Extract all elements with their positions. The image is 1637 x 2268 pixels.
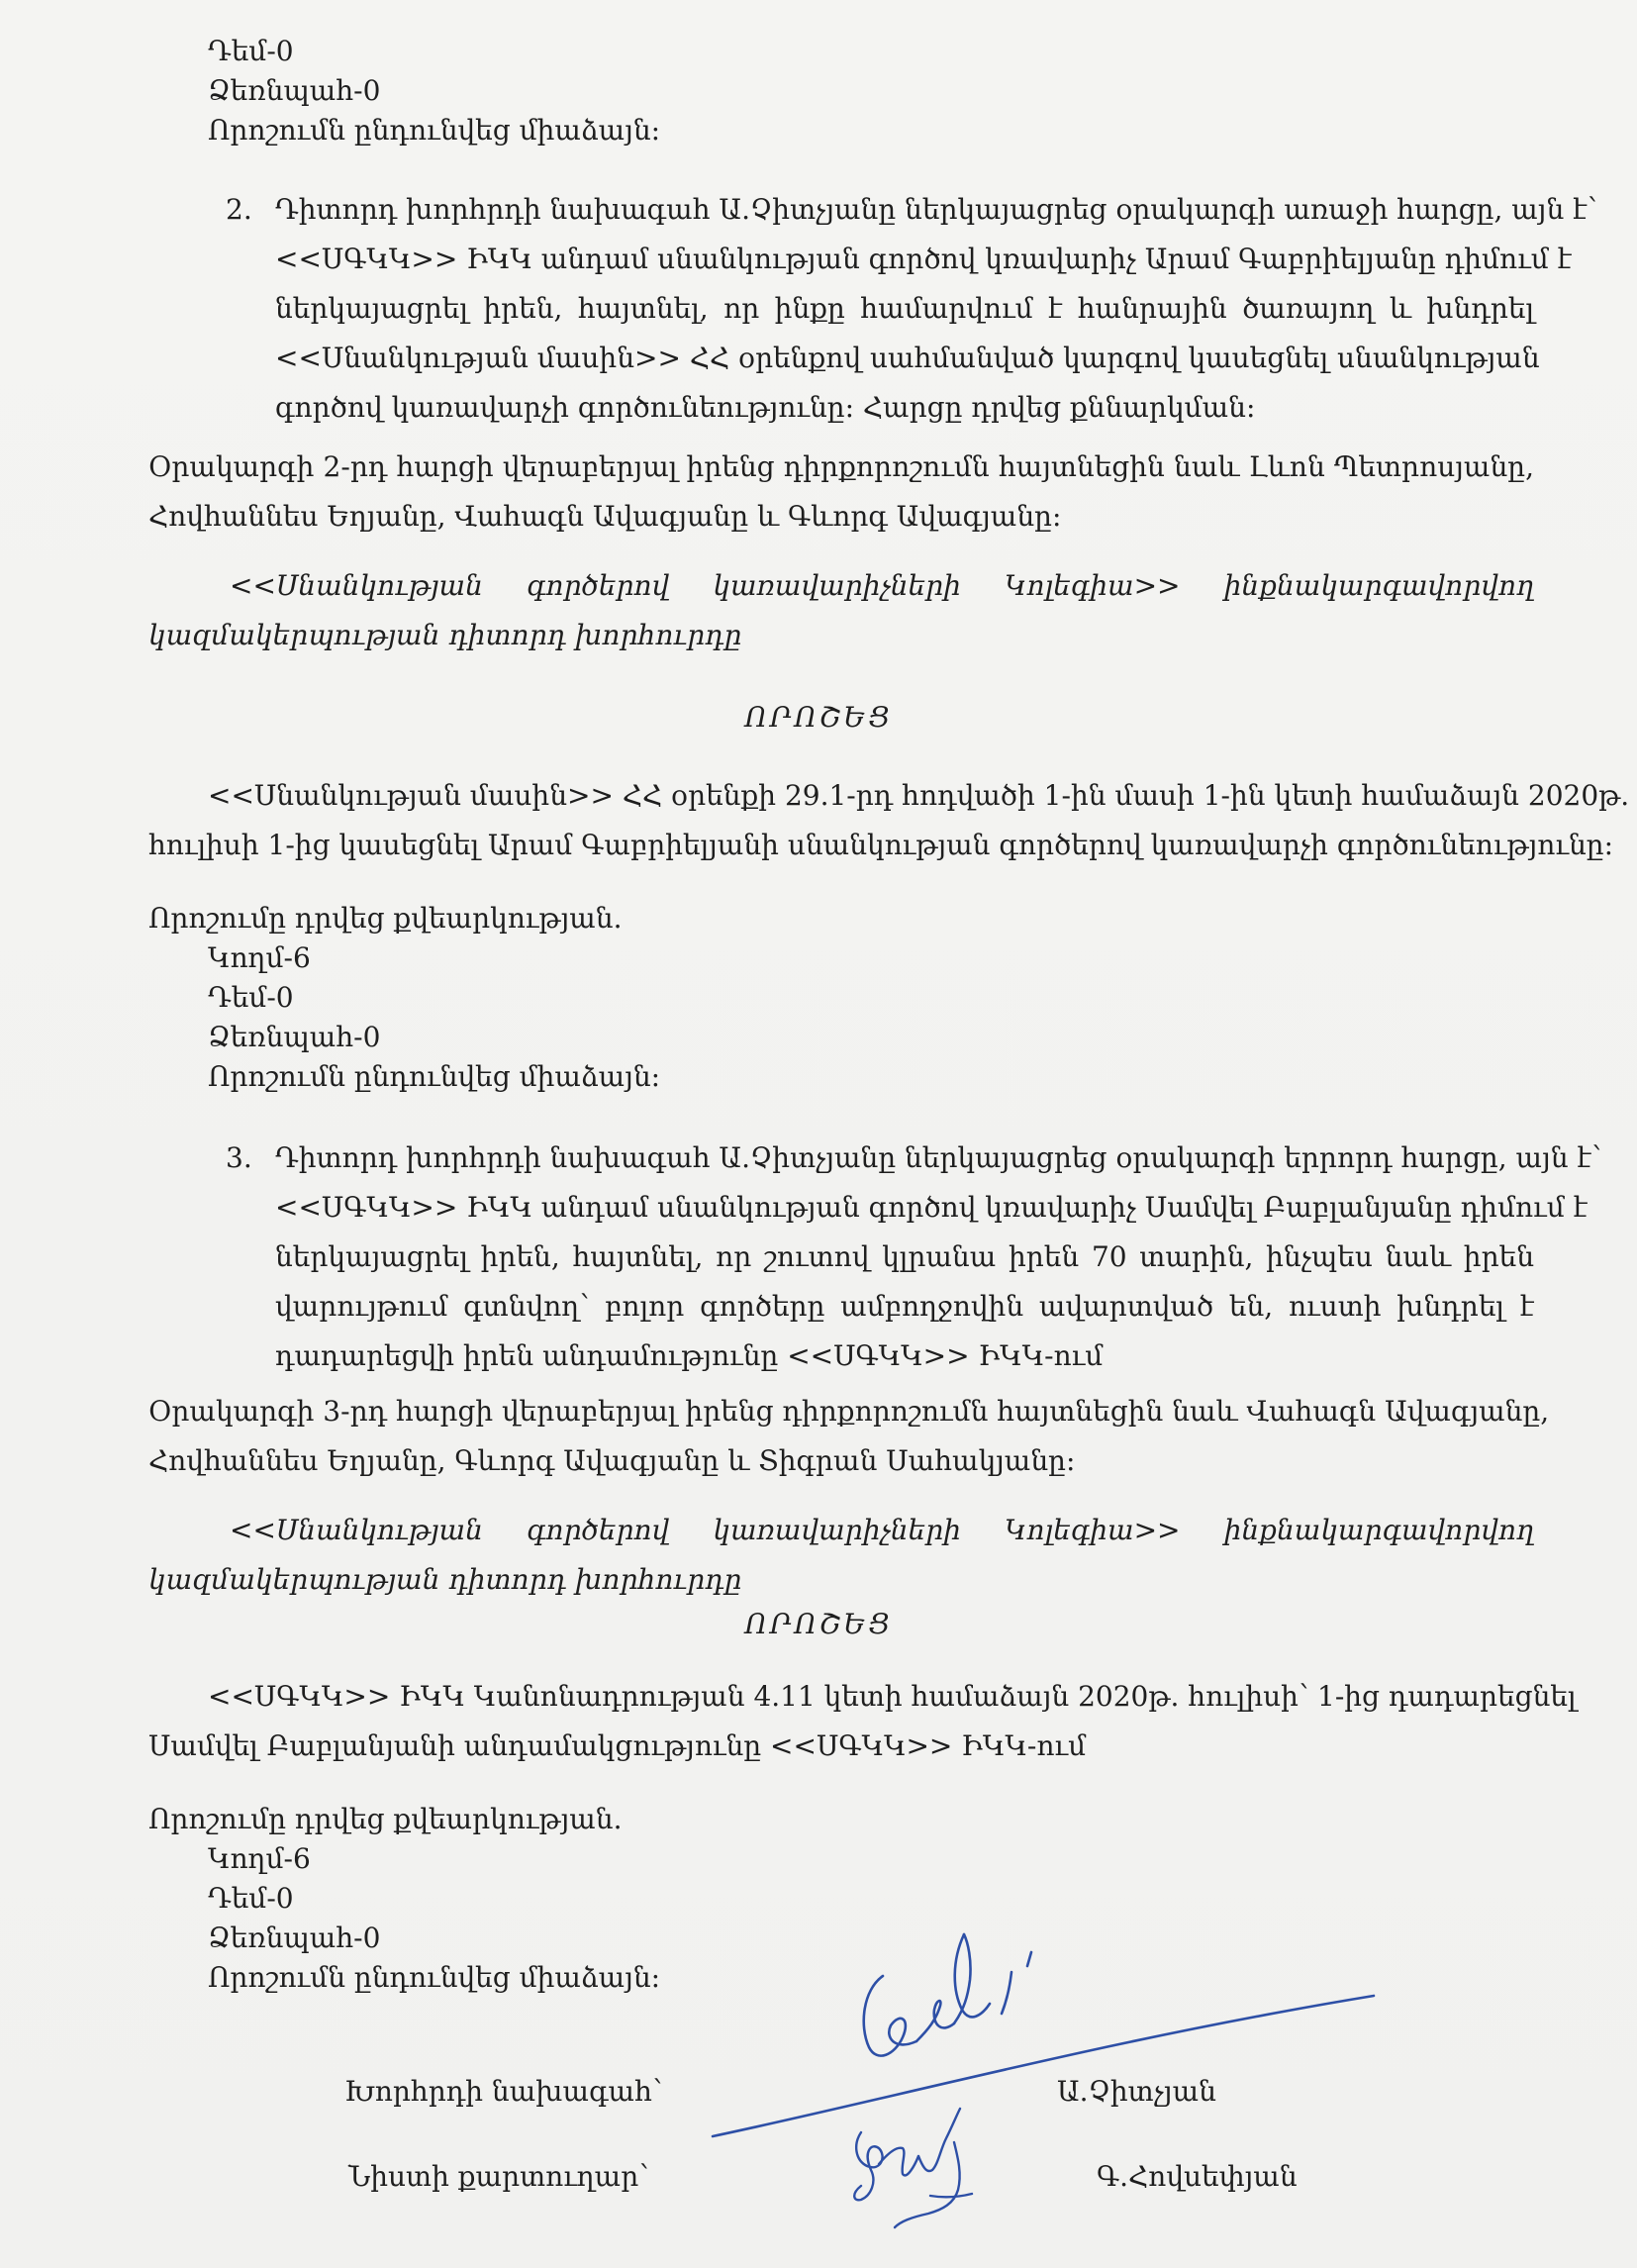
vote-against-1: Դեմ-0 bbox=[208, 35, 294, 67]
item-2-line: Դիտորդ խորհրդի նախագահ Ա.Չիտչյանը ներկայացրեց օրակարգի առաջի հարցը, այն է՝ bbox=[275, 193, 1597, 226]
item-2-line: <<Սնանկության մասին>> ՀՀ օրենքով սահմանված կարգով կասեցնել սնանկության bbox=[275, 342, 1540, 374]
item-3-line: <<ՍԳԿԿ>> ԻԿԿ անդամ սնանկության գործով կռավարիչ Սամվել Բաբլանյանը դիմում է bbox=[275, 1191, 1588, 1224]
item-2-decision-title: ՈՐՈՇԵՑ bbox=[744, 701, 893, 734]
item-2-opinions: Հովհաննես Եղյանը, Վահագն Ավագյանը և Գևորգ Ավագյանը: bbox=[148, 500, 1062, 533]
item-2-body-name: կազմակերպության դիտորդ խորհուրդը bbox=[148, 619, 742, 651]
item-3-number: 3. bbox=[226, 1141, 252, 1174]
vote-intro-2: Որոշումը դրվեց քվեարկության. bbox=[148, 902, 623, 935]
item-3-opinions: Հովհաննես Եղյանը, Գևորգ Ավագյանը և Տիգրան Սահակյանը: bbox=[148, 1444, 1076, 1477]
vote-abstain-2: Ձեռնպահ-0 bbox=[208, 1021, 381, 1053]
item-2-line: գործով կառավարչի գործունեությունը: Հարցը դրվեց քննարկման: bbox=[275, 391, 1256, 424]
secretary-role: Նիստի քարտուղար՝ bbox=[348, 2160, 649, 2193]
secretary-name: Գ.Հովսեփյան bbox=[1097, 2160, 1298, 2193]
item-3-line: վարույթում գտնվող՝ բոլոր գործերը ամբողջովին ավարտված են, ուստի խնդրել է bbox=[275, 1290, 1534, 1323]
item-3-line: Դիտորդ խորհրդի նախագահ Ա.Չիտչյանը ներկայացրեց օրակարգի երրորդ հարցը, այն է՝ bbox=[275, 1141, 1601, 1174]
vote-result-2: Որոշումն ընդունվեց միաձայն: bbox=[208, 1060, 661, 1093]
item-3-body-name: <<Սնանկության գործերով կառավարիչների Կոլեգիա>> ինքնակարգավորվող bbox=[230, 1514, 1534, 1546]
item-3-line: դադարեցվի իրեն անդամությունը <<ՍԳԿԿ>> ԻԿԿ-ում bbox=[275, 1339, 1104, 1372]
item-3-line: ներկայացրել իրեն, հայտնել, որ շուտով կլրանա իրեն 70 տարին, ինչպես նաև իրեն bbox=[275, 1240, 1534, 1273]
chair-role: Խորհրդի նախագահ՝ bbox=[344, 2075, 663, 2108]
item-3-decision: Սամվել Բաբլանյանի անդամակցությունը <<ՍԳԿԿ>> ԻԿԿ-ում bbox=[148, 1729, 1087, 1762]
vote-against-2: Դեմ-0 bbox=[208, 981, 294, 1014]
secretary-signature bbox=[831, 2087, 1049, 2235]
vote-for-2: Կողմ-6 bbox=[208, 941, 311, 974]
vote-abstain-1: Ձեռնպահ-0 bbox=[208, 74, 381, 107]
item-3-decision-title: ՈՐՈՇԵՑ bbox=[744, 1608, 893, 1640]
item-2-decision: <<Սնանկության մասին>> ՀՀ օրենքի 29.1-րդ հոդվածի 1-ին մասի 1-ին կետի համաձայն 2020թ. bbox=[208, 779, 1630, 812]
item-3-opinions: Օրակարգի 3-րդ հարցի վերաբերյալ իրենց դիրքորոշումն հայտնեցին նաև Վահագն Ավագյանը, bbox=[148, 1395, 1550, 1428]
item-2-line: <<ՍԳԿԿ>> ԻԿԿ անդամ սնանկության գործով կռավարիչ Արամ Գաբրիելյանը դիմում է bbox=[275, 243, 1572, 275]
vote-result-1: Որոշումն ընդունվեց միաձայն: bbox=[208, 114, 661, 147]
item-3-body-name: կազմակերպության դիտորդ խորհուրդը bbox=[148, 1563, 742, 1596]
item-2-decision: հուլիսի 1-ից կասեցնել Արամ Գաբրիելյանի սնանկության գործերով կառավարչի գործունեությունը: bbox=[148, 829, 1614, 861]
item-2-line: ներկայացրել իրեն, հայտնել, որ ինքը համարվում է հանրային ծառայող և խնդրել bbox=[275, 292, 1534, 325]
vote-intro-3: Որոշումը դրվեց քվեարկության. bbox=[148, 1803, 623, 1835]
item-2-body-name: <<Սնանկության գործերով կառավարիչների Կոլեգիա>> ինքնակարգավորվող bbox=[230, 569, 1534, 602]
vote-abstain-3: Ձեռնպահ-0 bbox=[208, 1922, 381, 1954]
item-2-number: 2. bbox=[226, 193, 252, 226]
item-3-decision: <<ՍԳԿԿ>> ԻԿԿ Կանոնադրության 4.11 կետի համաձայն 2020թ. հուլիսի՝ 1-ից դադարեցնել bbox=[208, 1680, 1577, 1713]
vote-against-3: Դեմ-0 bbox=[208, 1882, 294, 1915]
item-2-opinions: Օրակարգի 2-րդ հարցի վերաբերյալ իրենց դիրքորոշումն հայտնեցին նաև Լևոն Պետրոսյանը, bbox=[148, 450, 1534, 483]
vote-for-3: Կողմ-6 bbox=[208, 1842, 311, 1875]
chair-name: Ա.Չիտչյան bbox=[1057, 2075, 1216, 2108]
vote-result-3: Որոշումն ընդունվեց միաձայն: bbox=[208, 1961, 661, 1994]
